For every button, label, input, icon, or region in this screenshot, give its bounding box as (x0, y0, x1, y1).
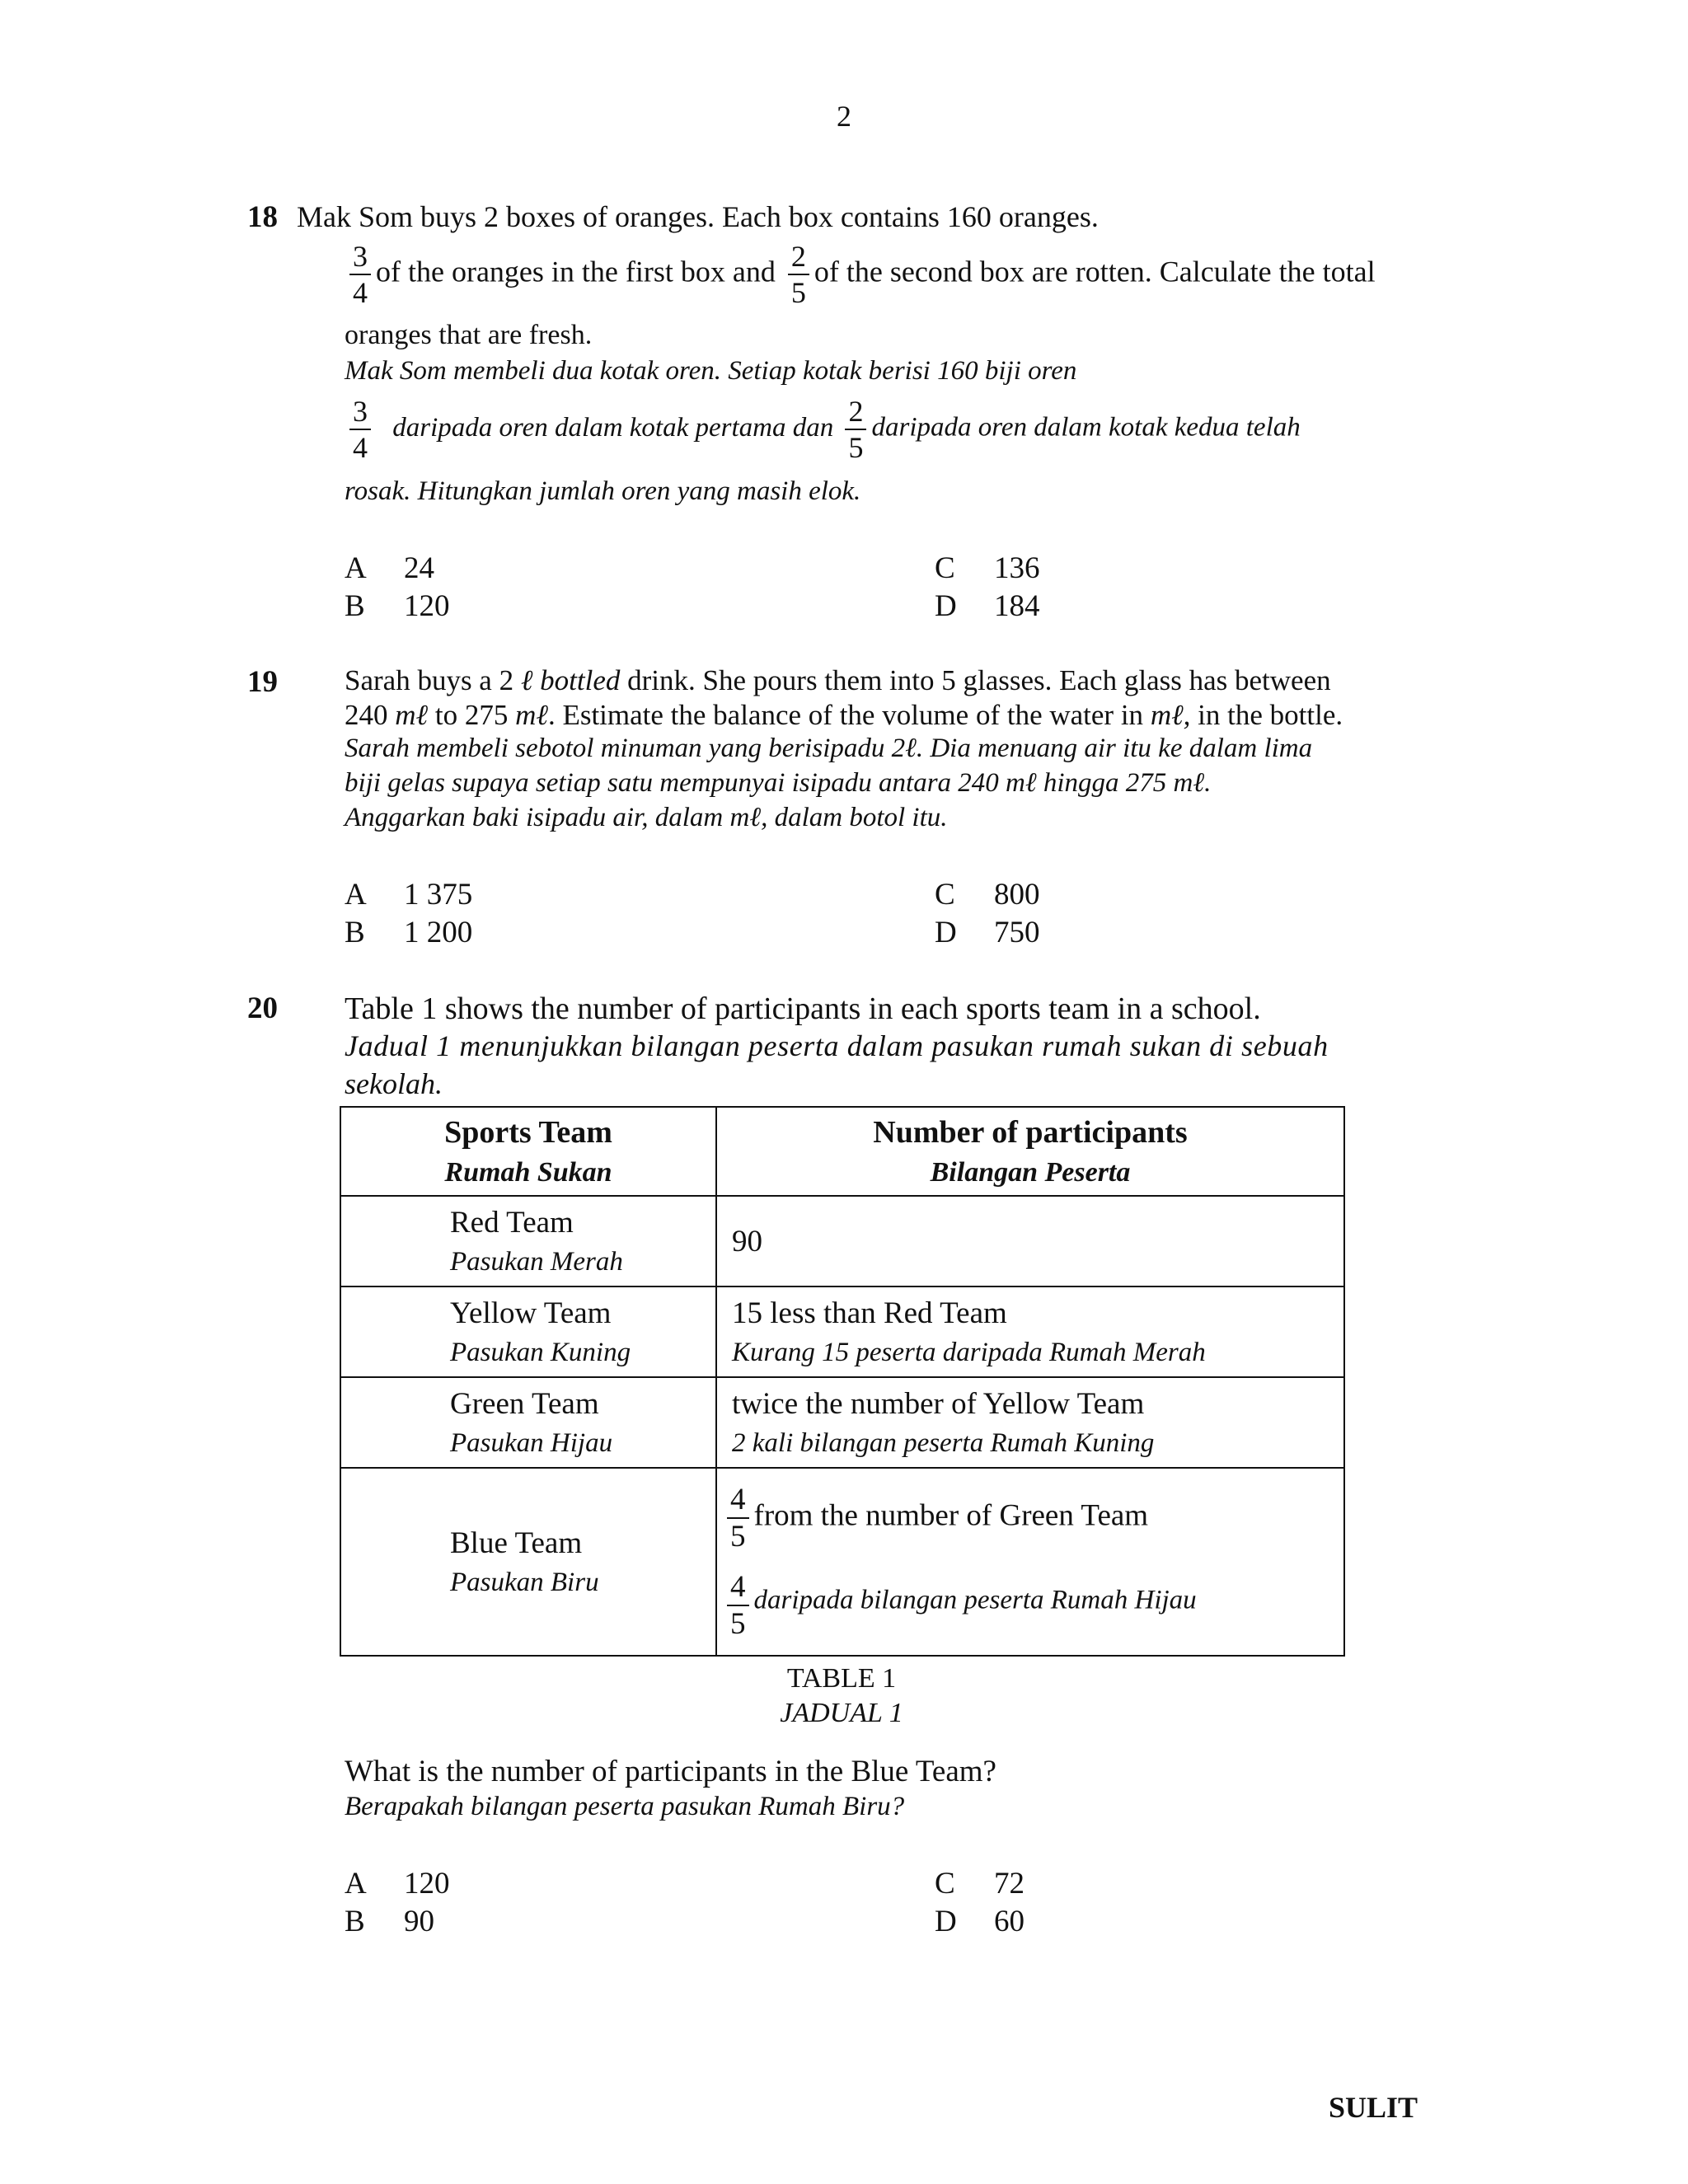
question-text-my: Sarah membeli sebotol minuman yang berisipadu 2ℓ. Dia menuang air itu ke dalam lima (345, 733, 1313, 763)
table-header-row (340, 1107, 1344, 1196)
question-text-en-line2: $\frac{3}{4}$ of the oranges in the first box and $\frac{2}{5}$ of the second box are rotten. Calculate the total (345, 239, 1376, 310)
question-number: 18 (247, 200, 278, 234)
question-text-my-line3: Anggarkan baki isipadu air, dalam mℓ, dalam botol itu. (345, 803, 948, 832)
question-text-en-line3: oranges that are fresh. (345, 320, 593, 350)
question-text-my-line2: $\frac{3}{4}$ daripada oren dalam kotak pertama dan $\frac{2}{5}$ daripada oren dalam kotak kedua telah (345, 394, 1301, 465)
option-value: 120 (404, 589, 450, 623)
option-value: 1 200 (404, 916, 473, 949)
option-letter: D (935, 916, 957, 949)
table-row (340, 1468, 1344, 1656)
fraction-four-fifths: $\frac{4}{5}$ (727, 1569, 749, 1642)
question-text-en: Sarah buys a 2 ℓ bottled drink. She pours them into 5 glasses. Each glass has between (345, 664, 1331, 696)
option-letter: D (935, 589, 957, 623)
question-text-my-line3: rosak. Hitungkan jumlah oren yang masih elok. (345, 476, 861, 506)
sulit-footer: SULIT (1329, 2091, 1418, 2124)
header-number-of-participants: Number of participants Bilangan Peserta (716, 1107, 1344, 1196)
question-text-my-line2: biji gelas supaya setiap satu mempunyai isipadu antara 240 mℓ hingga 275 mℓ. (345, 768, 1212, 798)
option-value: 72 (994, 1867, 1025, 1900)
fraction-four-fifths: $\frac{4}{5}$ (727, 1482, 749, 1554)
table-row (340, 1286, 1344, 1377)
table-caption: TABLE 1 (786, 1663, 897, 1694)
participants-table (340, 1106, 1345, 1657)
option-letter: B (345, 589, 365, 623)
question-number: 19 (247, 665, 278, 699)
question-text-en: Mak Som buys 2 boxes of oranges. Each box contains 160 oranges. (297, 200, 1099, 233)
option-value: 136 (994, 551, 1040, 585)
participants-cell: 90 (716, 1196, 1344, 1286)
table-row (340, 1196, 1344, 1286)
team-name-cell: Yellow Team Pasukan Kuning (340, 1286, 716, 1377)
option-value: 750 (994, 916, 1040, 949)
participants-cell: 15 less than Red Team Kurang 15 peserta daripada Rumah Merah (716, 1286, 1344, 1377)
fraction-three-quarters: $\frac{3}{4}$ (349, 239, 371, 310)
question-number: 20 (247, 991, 278, 1025)
option-letter: B (345, 916, 365, 949)
question-text-en: Table 1 shows the number of participants in each sports team in a school. (345, 991, 1261, 1026)
header-sports-team: Sports Team Rumah Sukan (340, 1107, 716, 1196)
page-number: 2 (837, 100, 851, 133)
team-name-cell: Green Team Pasukan Hijau (340, 1377, 716, 1468)
table-caption-my: JADUAL 1 (780, 1698, 903, 1728)
option-value: 800 (994, 878, 1040, 912)
option-letter: C (935, 878, 955, 912)
option-value: 60 (994, 1905, 1025, 1938)
option-letter: A (345, 551, 367, 585)
participants-cell: $\frac{4}{5}$ from the number of Green Team $\frac{4}{5}$ daripada bilangan peserta Rumah Hijau (716, 1468, 1344, 1656)
option-letter: C (935, 1867, 955, 1900)
option-letter: A (345, 1867, 367, 1900)
question-text-my-line2: sekolah. (345, 1067, 443, 1100)
option-letter: A (345, 878, 367, 912)
fraction-two-fifths: $\frac{2}{5}$ (788, 239, 809, 310)
option-value: 120 (404, 1867, 450, 1900)
option-letter: C (935, 551, 955, 585)
question-text-my: Mak Som membeli dua kotak oren. Setiap kotak berisi 160 biji oren (345, 356, 1077, 386)
participants-cell: twice the number of Yellow Team 2 kali bilangan peserta Rumah Kuning (716, 1377, 1344, 1468)
option-value: 90 (404, 1905, 434, 1938)
team-name-cell: Red Team Pasukan Merah (340, 1196, 716, 1286)
option-letter: D (935, 1905, 957, 1938)
fraction-two-fifths: $\frac{2}{5}$ (845, 394, 866, 465)
fraction-three-quarters: $\frac{3}{4}$ (349, 394, 371, 465)
question-prompt-en: What is the number of participants in the Blue Team? (345, 1755, 996, 1788)
option-letter: B (345, 1905, 365, 1938)
option-value: 184 (994, 589, 1040, 623)
question-prompt-my: Berapakah bilangan peserta pasukan Rumah Biru? (345, 1792, 905, 1821)
option-value: 24 (404, 551, 434, 585)
table-row (340, 1377, 1344, 1468)
team-name-cell: Blue Team Pasukan Biru (340, 1468, 716, 1656)
question-text-my: Jadual 1 menunjukkan bilangan peserta dalam pasukan rumah sukan di sebuah (345, 1029, 1329, 1062)
option-value: 1 375 (404, 878, 473, 912)
question-text-en-line2: 240 mℓ to 275 mℓ. Estimate the balance of the volume of the water in mℓ, in the bottle. (345, 699, 1343, 731)
